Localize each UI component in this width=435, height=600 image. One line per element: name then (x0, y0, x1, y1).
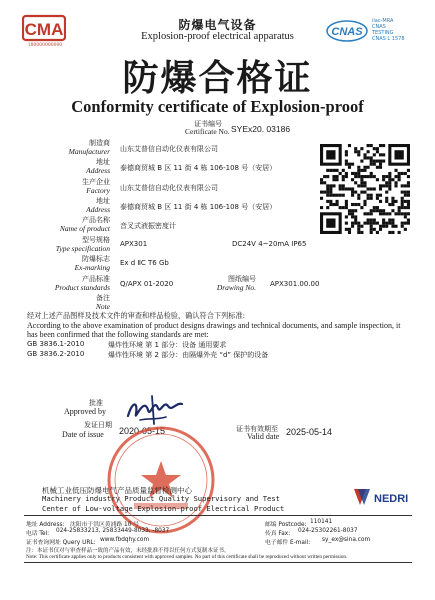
note-label: 备注 Note (95, 294, 110, 311)
drawing-no-value: APX301.00.00 (270, 280, 320, 288)
conformity-statement (27, 312, 412, 339)
standard-code-1: GB 3836.1-2010 (27, 340, 85, 348)
standard-desc-1: 爆炸性环境 第 1 部分：设备 通用要求 (108, 341, 227, 349)
issue-date-value: 2020-05-15 (119, 426, 166, 436)
issue-date-label-en: Date of issue (62, 430, 104, 439)
product-standards-value: Q/APX 01-2020 (120, 280, 174, 288)
footer-postcode-value: 110141 (310, 519, 333, 525)
valid-date-value: 2025-05-14 (286, 427, 333, 437)
header-title-en: Explosion-proof electrical apparatus (141, 31, 294, 42)
footer-divider-top (24, 515, 412, 516)
signature-icon (122, 390, 192, 430)
factory-label: 生产企业 Factory (82, 178, 110, 195)
footer-website-label: 证书查询网址 Query URL: (26, 540, 96, 546)
issue-date-label-cn: 发证日期 (84, 421, 112, 429)
footer-tel-label: 电话 Tel: (26, 531, 50, 537)
footer-postcode-label: 邮编 Postcode: (265, 522, 307, 528)
product-standards-label: 产品标准 Product standards (54, 275, 110, 292)
product-name-value: 音叉式液振密度计 (120, 222, 176, 230)
drawing-no-label: 图纸编号 Drawing No. (216, 275, 256, 292)
type-spec-label: 型号规格 Type specification (55, 236, 110, 253)
cnas-text: CNAS (331, 26, 363, 38)
valid-date-label-cn: 证书有效期至 (236, 425, 278, 433)
product-name-label: 产品名称 Name of product (59, 216, 110, 233)
certificate-no-label-en: Certificate No. (185, 127, 230, 136)
footer-address-value: 沈阳市于洪区黄浦路 10 号 (70, 522, 140, 528)
address-label-2: 地址 Address (86, 197, 110, 214)
organization-name-cn: 机械工业低压防爆电气产品质量监督检测中心 (42, 486, 192, 495)
footer-tel-value: 024-25833213, 25833449-8033, -8037 (56, 528, 170, 534)
nedri-text: NEDRI (374, 493, 409, 505)
nedri-logo-icon (352, 485, 412, 509)
organization-name-en-line2: Center of Low-voltage Explosion-proof Electrical Product (42, 504, 285, 513)
ilac-text: ilac-MRA CNAS TESTING CNAS L 1578 (372, 18, 405, 42)
standard-desc-2: 爆炸性环境 第 2 部分：由隔爆外壳 “d” 保护的设备 (108, 351, 269, 359)
footer-fax-value: 024-25302261-8037 (298, 528, 358, 534)
footer-email-value[interactable]: sy_ex@sina.com (322, 537, 371, 543)
footer-address-label: 地址 Address: (26, 522, 65, 528)
certificate-no-label-cn: 证书编号 (194, 120, 222, 128)
manufacturer-label: 制造商 Manufacturer (68, 139, 110, 156)
organization-name-en-line1: Machinery industry Product Quality Supervisory and Test (42, 494, 280, 503)
footer-website-value[interactable]: www.fbdqhy.com (100, 537, 150, 543)
approved-by-label-en: Approved by (64, 407, 106, 416)
ex-marking-value: Ex d ⅡC T6 Gb (120, 259, 169, 267)
ex-marking-label: 防爆标志 Ex-marking (74, 255, 110, 272)
svg-text:CMA: CMA (24, 20, 64, 39)
valid-date-label-en: Valid date (247, 432, 280, 441)
certificate-no-value: SYEx20. 03186 (231, 124, 291, 134)
certificate-title-en: Conformity certificate of Explosion-proof (71, 97, 364, 116)
statement-en: According to the above examination of product designs drawings and technical documents, and sample inspection, it has been confirmed that the following standards are met: (27, 320, 401, 339)
statement-cn: 经对上述产品图样及技术文件的审查和样品检验，确认符合下列标准: (27, 311, 246, 320)
factory-value: 山东艾普信自动化仪表有限公司 (120, 184, 218, 192)
address-label-1: 地址 Address (86, 158, 110, 175)
cma-caption: 180000000000 (27, 43, 63, 48)
footer-email-label: 电子邮件 E-mail: (265, 540, 311, 546)
header-title-cn: 防爆电气设备 (178, 18, 257, 32)
manufacturer-value: 山东艾普信自动化仪表有限公司 (120, 145, 218, 153)
type-spec-value: APX301 (120, 240, 148, 248)
footer-note-cn: 注：本证书仅对与审查样品一致的产品有效，未经批准不得以任何方式复制本证书。 (26, 548, 230, 554)
footer-note-en: Note: This certificate applies only to products consistent with approved samples. No part of this certificate shall be reproduced without written permission. (26, 554, 348, 560)
type-spec-rating: DC24V 4~20mA IP65 (232, 240, 307, 248)
address-value-1: 泰德商贸城 B 区 11 街 4 栋 106-108 号（安居） (120, 164, 277, 172)
qr-code-icon (320, 144, 410, 234)
footer-divider-bottom (24, 562, 412, 563)
certificate-title-cn: 防爆合格证 (122, 58, 313, 99)
approved-by-label-cn: 批准 (89, 399, 103, 407)
address-value-2: 泰德商贸城 B 区 11 街 4 栋 106-108 号（安居） (120, 203, 277, 211)
standard-code-2: GB 3836.2-2010 (27, 350, 85, 358)
footer-fax-label: 传真 Fax: (265, 531, 291, 537)
